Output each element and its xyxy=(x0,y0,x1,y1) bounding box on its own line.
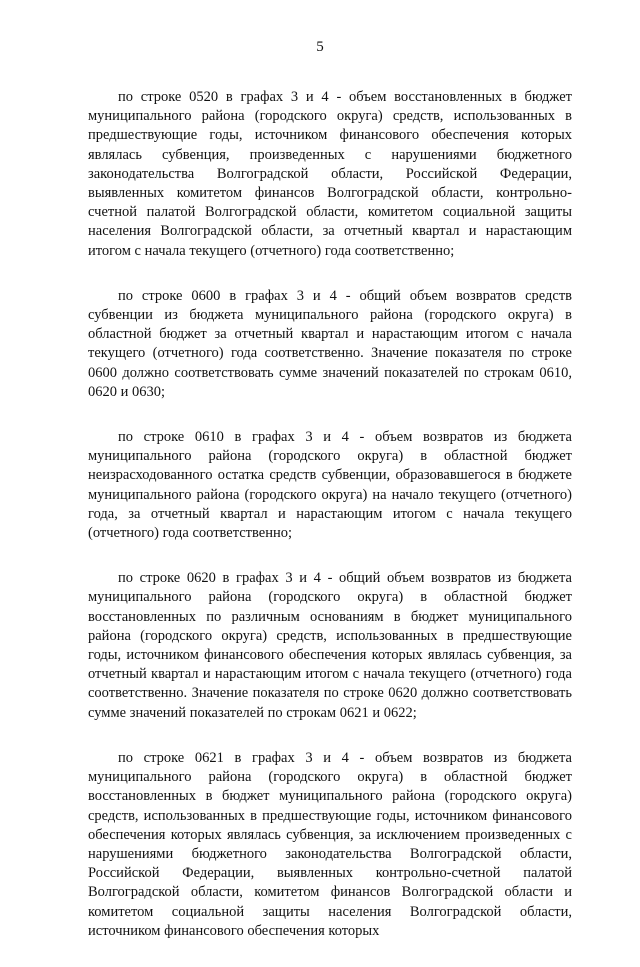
paragraph-line-0610: по строке 0610 в графах 3 и 4 - объем возвратов из бюджета муниципального района (городского округа) в областной бюджет неизрасходованного остатка средств субвенции, образовавшегося в бюджете муниципального района (городского округа) на начало текущего (отчетного) года, за отчетный квартал и нарастающим итогом с начала текущего (отчетного) года соответственно; xyxy=(88,429,572,542)
page-number: 5 xyxy=(316,39,324,55)
paragraph-line-0621: по строке 0621 в графах 3 и 4 - объем возвратов из бюджета муниципального района (городского округа) в областной бюджет восстановленных в бюджет муниципального района (городского округа) средств, использованных в предшествующие годы, источником финансового обеспечения которых являлась субвенция, за исключением произведенных с нарушениями бюджетного законодательства Волгоградской области, Российской Федерации, выявленных контрольно-счетной палатой Волгоградской области, комитетом финансов Волгоградской области и комитетом социальной защиты населения Волгоградской области, источником финансового обеспечения которых xyxy=(88,749,572,939)
paragraph-line-0620: по строке 0620 в графах 3 и 4 - общий объем возвратов из бюджета муниципального района (городского округа) в областной бюджет восстановленных по различным основаниям в бюджет муниципального района (городского округа) средств, использованных в предшествующие годы, источником финансового обеспечения которых являлась субвенция, за отчетный квартал и нарастающим итогом с начала текущего (отчетного) года соответственно. Значение показателя по строке 0620 должно соответствовать сумме значений показателей по строкам 0621 и 0622; xyxy=(88,570,572,721)
document-body xyxy=(88,88,572,967)
paragraph-line-0600: по строке 0600 в графах 3 и 4 - общий объем возвратов средств субвенции из бюджета муниципального района (городского округа) в областной бюджет за отчетный квартал и нарастающим итогом с начала текущего (отчетного) года соответственно. Значение показателя по строке 0600 должно соответствовать сумме значений показателей по строкам 0610, 0620 и 0630; xyxy=(88,287,572,400)
paragraph-line-0520: по строке 0520 в графах 3 и 4 - объем восстановленных в бюджет муниципального района (городского округа) средств, использованных в предшествующие годы, источником финансового обеспечения которых являлась субвенция, произведенных с нарушениями бюджетного законодательства Волгоградской области, Российской Федерации, выявленных комитетом финансов Волгоградской области, контрольно-счетной палатой Волгоградской области, комитетом социальной защиты населения Волгоградской области, за отчетный квартал и нарастающим итогом с начала текущего (отчетного) года соответственно; xyxy=(88,89,572,259)
